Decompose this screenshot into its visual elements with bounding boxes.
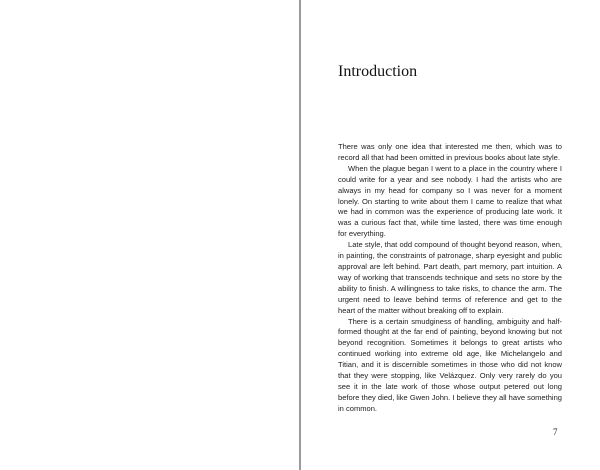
right-page [301, 0, 600, 470]
paragraph: When the plague began I went to a place in the country where I could write for a year and see nobody. I had the artists who are always in my head for company so I was never for a moment lonely. On starting to write about them I came to realize that what we had in common was the experience of producing late work. It was a curious fact that, while time lasted, there was time enough for everything. [338, 163, 562, 239]
page-number: 7 [553, 427, 558, 437]
body-text [338, 142, 562, 415]
paragraph: There is a certain smudginess of handling, ambiguity and half-formed thought at the far end of painting, beyond knowing but not beyond recognition. Sometimes it belongs to great artists who continued working into extreme old age, like Michelangelo and Titian, and it is discernible sometimes in those who did not know that they were stopping, like Velázquez. Only very rarely do you see it in the late work of those whose output petered out long before they died, like Gwen John. I believe they all have something in common. [338, 316, 562, 413]
paragraph: There was only one idea that interested me then, which was to record all that had been omitted in previous books about late style. [338, 142, 562, 162]
paragraph: Late style, that odd compound of thought beyond reason, when, in painting, the constraints of patronage, sharp eyesight and public approval are left behind. Part death, part memory, part intuition. A way of working that transcends technique and sets no store by the ability to finish. A willingness to take risks, to chance the arm. The urgent need to leave behind terms of reference and get to the heart of the matter without breaking off to explain. [338, 240, 562, 315]
chapter-title: Introduction [338, 63, 418, 80]
left-page-blank [0, 0, 299, 470]
